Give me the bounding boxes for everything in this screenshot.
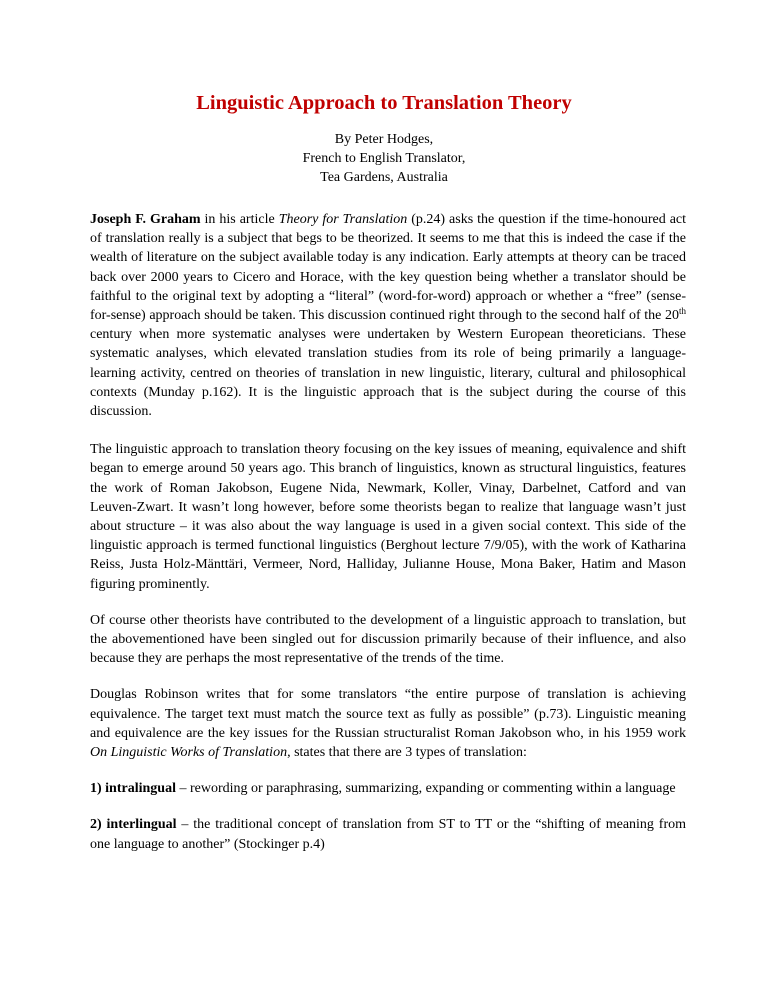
list-label: 1) intralingual: [90, 781, 176, 797]
list-text: – the traditional concept of translation from ST to TT or the “shifting of meaning from one language to another” (Stockinger p.4): [90, 817, 687, 852]
byline-author: By Peter Hodges,: [334, 132, 434, 147]
superscript: th: [678, 306, 686, 317]
p4-text-a: Douglas Robinson writes that for some translators “the entire purpose of translation is achieving equivalence. The target text must match the source text as fully as possible” (p.73). Linguistic meaning and equivalence are the key issues for the Russian structuralist Roman Jakobson who, in his 1959 work: [90, 687, 686, 741]
list-label: 2) interlingual: [90, 817, 177, 833]
document-body: [90, 210, 686, 871]
byline-location: Tea Gardens, Australia: [320, 170, 448, 185]
list-item-interlingual: [90, 815, 686, 853]
paragraph-3: Of course other theorists have contributed to the development of a linguistic approach to translation, but the abovementioned have been singled out for discussion primarily because of their influence, and also because they are perhaps the most representative of the trends of the time.: [90, 612, 686, 667]
p1-text-a: in his article: [200, 212, 279, 227]
page-title: Linguistic Approach to Translation Theory: [196, 92, 572, 114]
author-name: Joseph F. Graham: [90, 212, 201, 227]
p1-text-c: century when more systematic analyses were undertaken by Western European theoreticians. These systematic analyses, which elevated translation studies from its role of being primarily a language-learning activity, centred on theories of translation in new linguistic, literary, cultural and philosophical contexts (Munday p.162). It is the linguistic approach that is the subject during the course of this discussion.: [90, 327, 686, 420]
byline: [0, 130, 768, 187]
p4-text-b: , states that there are 3 types of translation:: [287, 745, 527, 761]
paragraph-2: The linguistic approach to translation theory focusing on the key issues of meaning, equivalence and shift began to emerge around 50 years ago. This branch of linguistics, known as structural linguistics, features the work of Roman Jakobson, Eugene Nida, Newmark, Koller, Vinay, Darbelnet, Catford and van Leuven-Zwart. It wasn’t long however, before some theorists began to realize that language wasn’t just about structure – it was also about the way language is used in a given social context. This side of the linguistic approach is termed functional linguistics (Berghout lecture 7/9/05), with the work of Katharina Reiss, Justa Holz-Mänttäri, Vermeer, Nord, Halliday, Julianne House, Mona Baker, Hatim and Mason figuring prominently.: [90, 442, 686, 592]
paragraph-1: [90, 210, 686, 421]
work-title-jakobson: On Linguistic Works of Translation: [90, 745, 288, 761]
byline-role: French to English Translator,: [302, 151, 466, 166]
list-text: – rewording or paraphrasing, summarizing, expanding or commenting within a language: [175, 781, 676, 797]
list-item-intralingual: [90, 779, 686, 798]
p1-text-b: (p.24) asks the question if the time-honoured act of translation really is a subject that begs to be theorized. It seems to me that this is indeed the case if the wealth of literature on the subject available today is any indication. Early attempts at theory can be traced back over 2000 years to Cicero and Horace, with the key question being whether a translator should be faithful to the original text by adopting a “literal” (word-for-word) approach or whether a “free” (sense-for-sense) approach should be taken. This discussion continued right through to the second half of the 20: [90, 212, 687, 324]
work-title: Theory for Translation: [278, 212, 408, 227]
paragraph-4: [90, 685, 686, 762]
